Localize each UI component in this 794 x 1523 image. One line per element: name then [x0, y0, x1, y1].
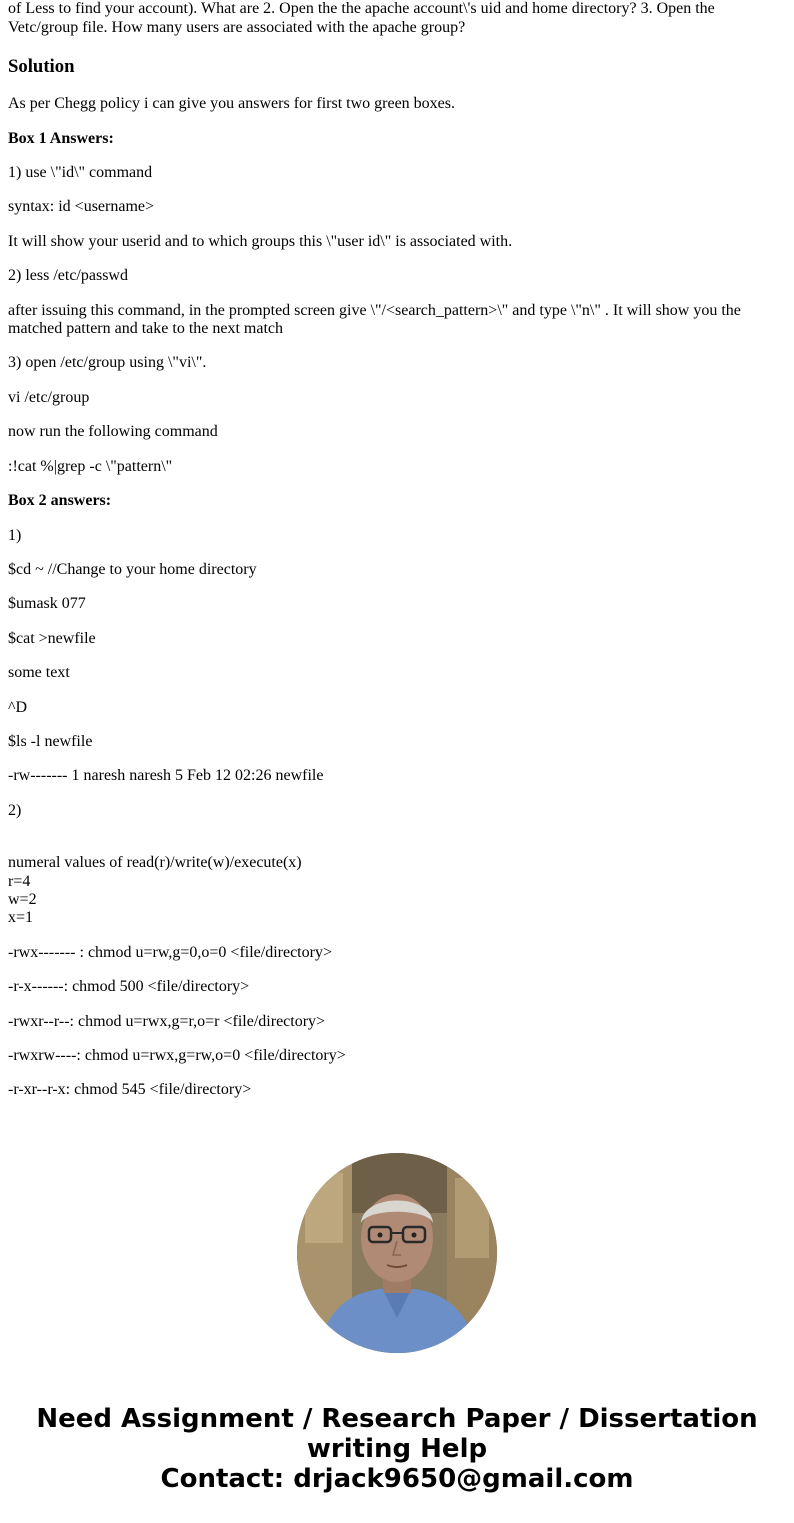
- promo-line: Need Assignment / Research Paper / Dissertation: [36, 1404, 758, 1434]
- question-line: of Less to find your account). What are 2. Open the the apache account\'s uid and home directory? 3. Open the: [8, 0, 715, 18]
- answer-line: 1) use \"id\" command: [8, 164, 153, 182]
- answer-line: 3) open /etc/group using \"vi\".: [8, 354, 207, 372]
- chmod-line: -rwxr--r--: chmod u=rwx,g=r,o=r <file/directory>: [8, 1012, 326, 1030]
- question-text: [8, 0, 786, 37]
- answer-line: 1): [8, 526, 22, 544]
- box1-title: [8, 130, 786, 148]
- answer-line: after issuing this command, in the prompted screen give \"/<search_pattern>\" and type \"n\" . It will show you the matched pattern and take to the next match: [8, 301, 741, 338]
- numeral-x: x=1: [8, 909, 34, 927]
- box2-title: [8, 492, 786, 510]
- question-line: Vetc/group file. How many users are associated with the apache group?: [8, 18, 466, 36]
- answer-line: 2): [8, 801, 22, 819]
- numerals-title: numeral values of read(r)/write(w)/execute(x): [8, 854, 302, 872]
- box2-title-text: Box 2 answers:: [8, 492, 112, 510]
- promo-line: writing Help: [306, 1434, 488, 1464]
- numeral-w: w=2: [8, 890, 37, 908]
- answer-line: vi /etc/group: [8, 388, 90, 406]
- answer-line: syntax: id <username>: [8, 198, 155, 216]
- chmod-line: -rwxrw----: chmod u=rwx,g=rw,o=0 <file/directory>: [8, 1047, 346, 1064]
- answer-line: now run the following command: [8, 423, 218, 441]
- author-photo: [297, 1153, 497, 1353]
- answer-line: $cd ~ //Change to your home directory: [8, 560, 257, 578]
- box1-title-text: Box 1 Answers:: [8, 129, 114, 147]
- promo-banner: [0, 1404, 794, 1494]
- answer-line: :!cat %|grep -c \"pattern\": [8, 457, 173, 475]
- answer-line: ^D: [8, 698, 28, 716]
- numerals-block: [8, 854, 786, 928]
- answer-line: 2) less /etc/passwd: [8, 267, 128, 285]
- chmod-line: -r-xr--r-x: chmod 545 <file/directory>: [8, 1081, 252, 1099]
- answer-line: -rw------- 1 naresh naresh 5 Feb 12 02:26 newfile: [8, 767, 324, 785]
- document-body: [8, 0, 786, 1100]
- chmod-line: -rwx------- : chmod u=rw,g=0,o=0 <file/directory>: [8, 943, 332, 961]
- answer-line: $cat >newfile: [8, 629, 96, 647]
- chmod-line: -r-x------: chmod 500 <file/directory>: [8, 978, 250, 996]
- answer-line: $umask 077: [8, 595, 86, 613]
- author-portrait: [297, 1153, 497, 1353]
- answer-line: It will show your userid and to which groups this \"user id\" is associated with.: [8, 232, 513, 250]
- answer-line: some text: [8, 664, 70, 682]
- answer-line: $ls -l newfile: [8, 732, 93, 750]
- solution-heading: Solution: [8, 56, 75, 78]
- promo-contact: Contact: drjack9650@gmail.com: [160, 1464, 634, 1494]
- policy-text: As per Chegg policy i can give you answers for first two green boxes.: [8, 95, 455, 113]
- numeral-r: r=4: [8, 872, 31, 890]
